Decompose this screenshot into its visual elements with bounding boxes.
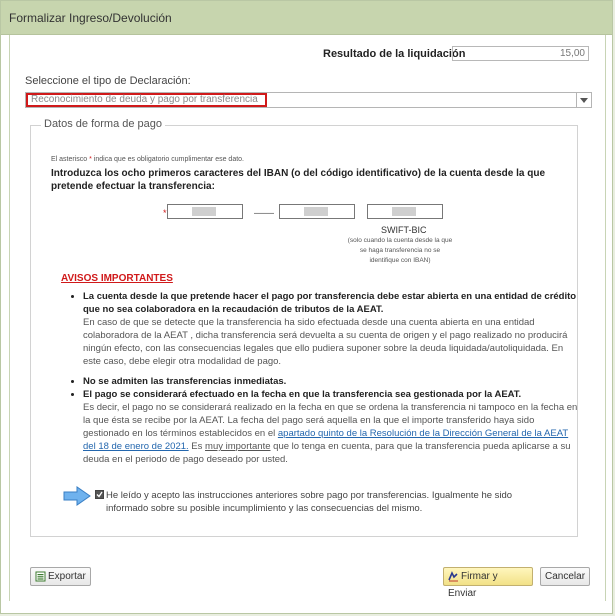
- masked-value: [192, 207, 216, 216]
- notice-item: [83, 290, 583, 368]
- cancel-button-label: Cancelar: [545, 571, 586, 582]
- notice-item-3-text-part: Es decir, el pago no se considerará realizado en la fecha en que se ordena la transferencia ni tampoco en la fecha en la que ésta se recibe por la AEAT. La fecha del pago será aquella en la que el importe transferido haya sido gestionado en los términos establecidos en el: [83, 402, 578, 439]
- emphasis-text: muy importante: [205, 441, 271, 452]
- window-title: Formalizar Ingreso/Devolución: [9, 11, 172, 25]
- declaration-type-select[interactable]: [25, 92, 592, 108]
- declaration-type-label: Seleccione el tipo de Declaración:: [25, 75, 191, 87]
- notice-item: [83, 375, 583, 388]
- dropdown-arrow-icon[interactable]: [576, 93, 591, 107]
- required-hint: [51, 156, 244, 163]
- payment-data-legend: Datos de forma de pago: [41, 118, 165, 130]
- hint-text-start: El asterisco: [51, 156, 90, 163]
- pointer-arrow-icon: [63, 486, 91, 506]
- export-icon: [35, 571, 46, 582]
- notice-item-3-text-part: Es: [188, 441, 206, 452]
- result-field: 15,00: [452, 46, 589, 61]
- payment-data-group: [30, 118, 578, 537]
- notice-item-1-bold: • La cuenta desde la que pretende hacer el pago por transferencia debe estar abierta en una entidad de crédito que no sea colaboradora en la recaudación de tributos de la AEAT.: [83, 291, 577, 315]
- swift-bic-input[interactable]: [367, 204, 443, 219]
- declaration-type-value: Reconocimiento de deuda y pago por transferencia: [26, 93, 267, 107]
- hint-text-end: indica que es obligatorio cumplimentar ese dato.: [91, 156, 245, 163]
- required-marker: *: [163, 208, 167, 218]
- accept-checkbox-label[interactable]: He leído y acepto las instrucciones anteriores sobre pago por transferencias. Igualmente he sido informado sobre su posible incumplimiento y las consecuencias del mismo.: [106, 490, 513, 514]
- cancel-button[interactable]: [540, 567, 590, 586]
- iban-separator: ——: [254, 208, 274, 219]
- notices-title: AVISOS IMPORTANTES: [61, 273, 173, 284]
- notice-item-3-text-part: que lo tenga en cuenta, para que la transferencia pueda aplicarse a su deuda en el periodo de pago deseado por usted.: [83, 441, 571, 465]
- notice-item-3-bold: • El pago se considerará efectuado en la fecha en que la transferencia sea gestionada por la AEAT.: [83, 389, 522, 400]
- export-button-label: Exportar: [48, 571, 86, 582]
- sign-and-send-button[interactable]: [443, 567, 533, 599]
- notice-item-2-bold: • No se admiten las transferencias inmediatas.: [83, 376, 287, 387]
- resolution-link[interactable]: apartado quinto de la Resolución de la Dirección General de la AEAT del 18 de enero de 2021.: [83, 428, 569, 452]
- sign-icon: [448, 571, 459, 582]
- masked-value: [304, 207, 328, 216]
- export-button[interactable]: [30, 567, 91, 586]
- iban-instructions: Introduzca los ocho primeros caracteres del IBAN (o del código identificativo) de la cuenta desde la que pretende efectuar la transferencia:: [51, 168, 545, 192]
- iban-input-2[interactable]: [279, 204, 355, 219]
- notice-item-1-text: En caso de que se detecte que la transferencia ha sido efectuada desde una cuenta abierta en una entidad colaboradora de la AEAT , dicha transferencia será devuelta a su cuenta de origen y el pago realizado no producirá ningún efecto, con las consecuencias legales que ello pudiera suponer sobre la deuda liquidada/autoliquidada. En este caso, debe elegir otra modalidad de pago.: [83, 317, 568, 367]
- notices-list: [69, 290, 583, 473]
- notice-item-3-text: [83, 402, 577, 465]
- sign-button-label: Firmar y Enviar: [448, 571, 498, 599]
- notice-item: [83, 388, 583, 466]
- title-bar: [1, 1, 612, 35]
- hint-asterisk: *: [89, 156, 92, 163]
- swift-bic-label: SWIFT-BIC: [381, 225, 427, 235]
- checkmark-icon: [96, 491, 103, 498]
- result-label: Resultado de la liquidación: [323, 48, 466, 60]
- iban-input-1[interactable]: [167, 204, 243, 219]
- masked-value: [392, 207, 416, 216]
- dialog-content: [9, 35, 606, 601]
- accept-checkbox[interactable]: [95, 490, 104, 499]
- swift-bic-note: (solo cuando la cuenta desde la que se haga transferencia no se identifique con IBAN): [347, 237, 453, 264]
